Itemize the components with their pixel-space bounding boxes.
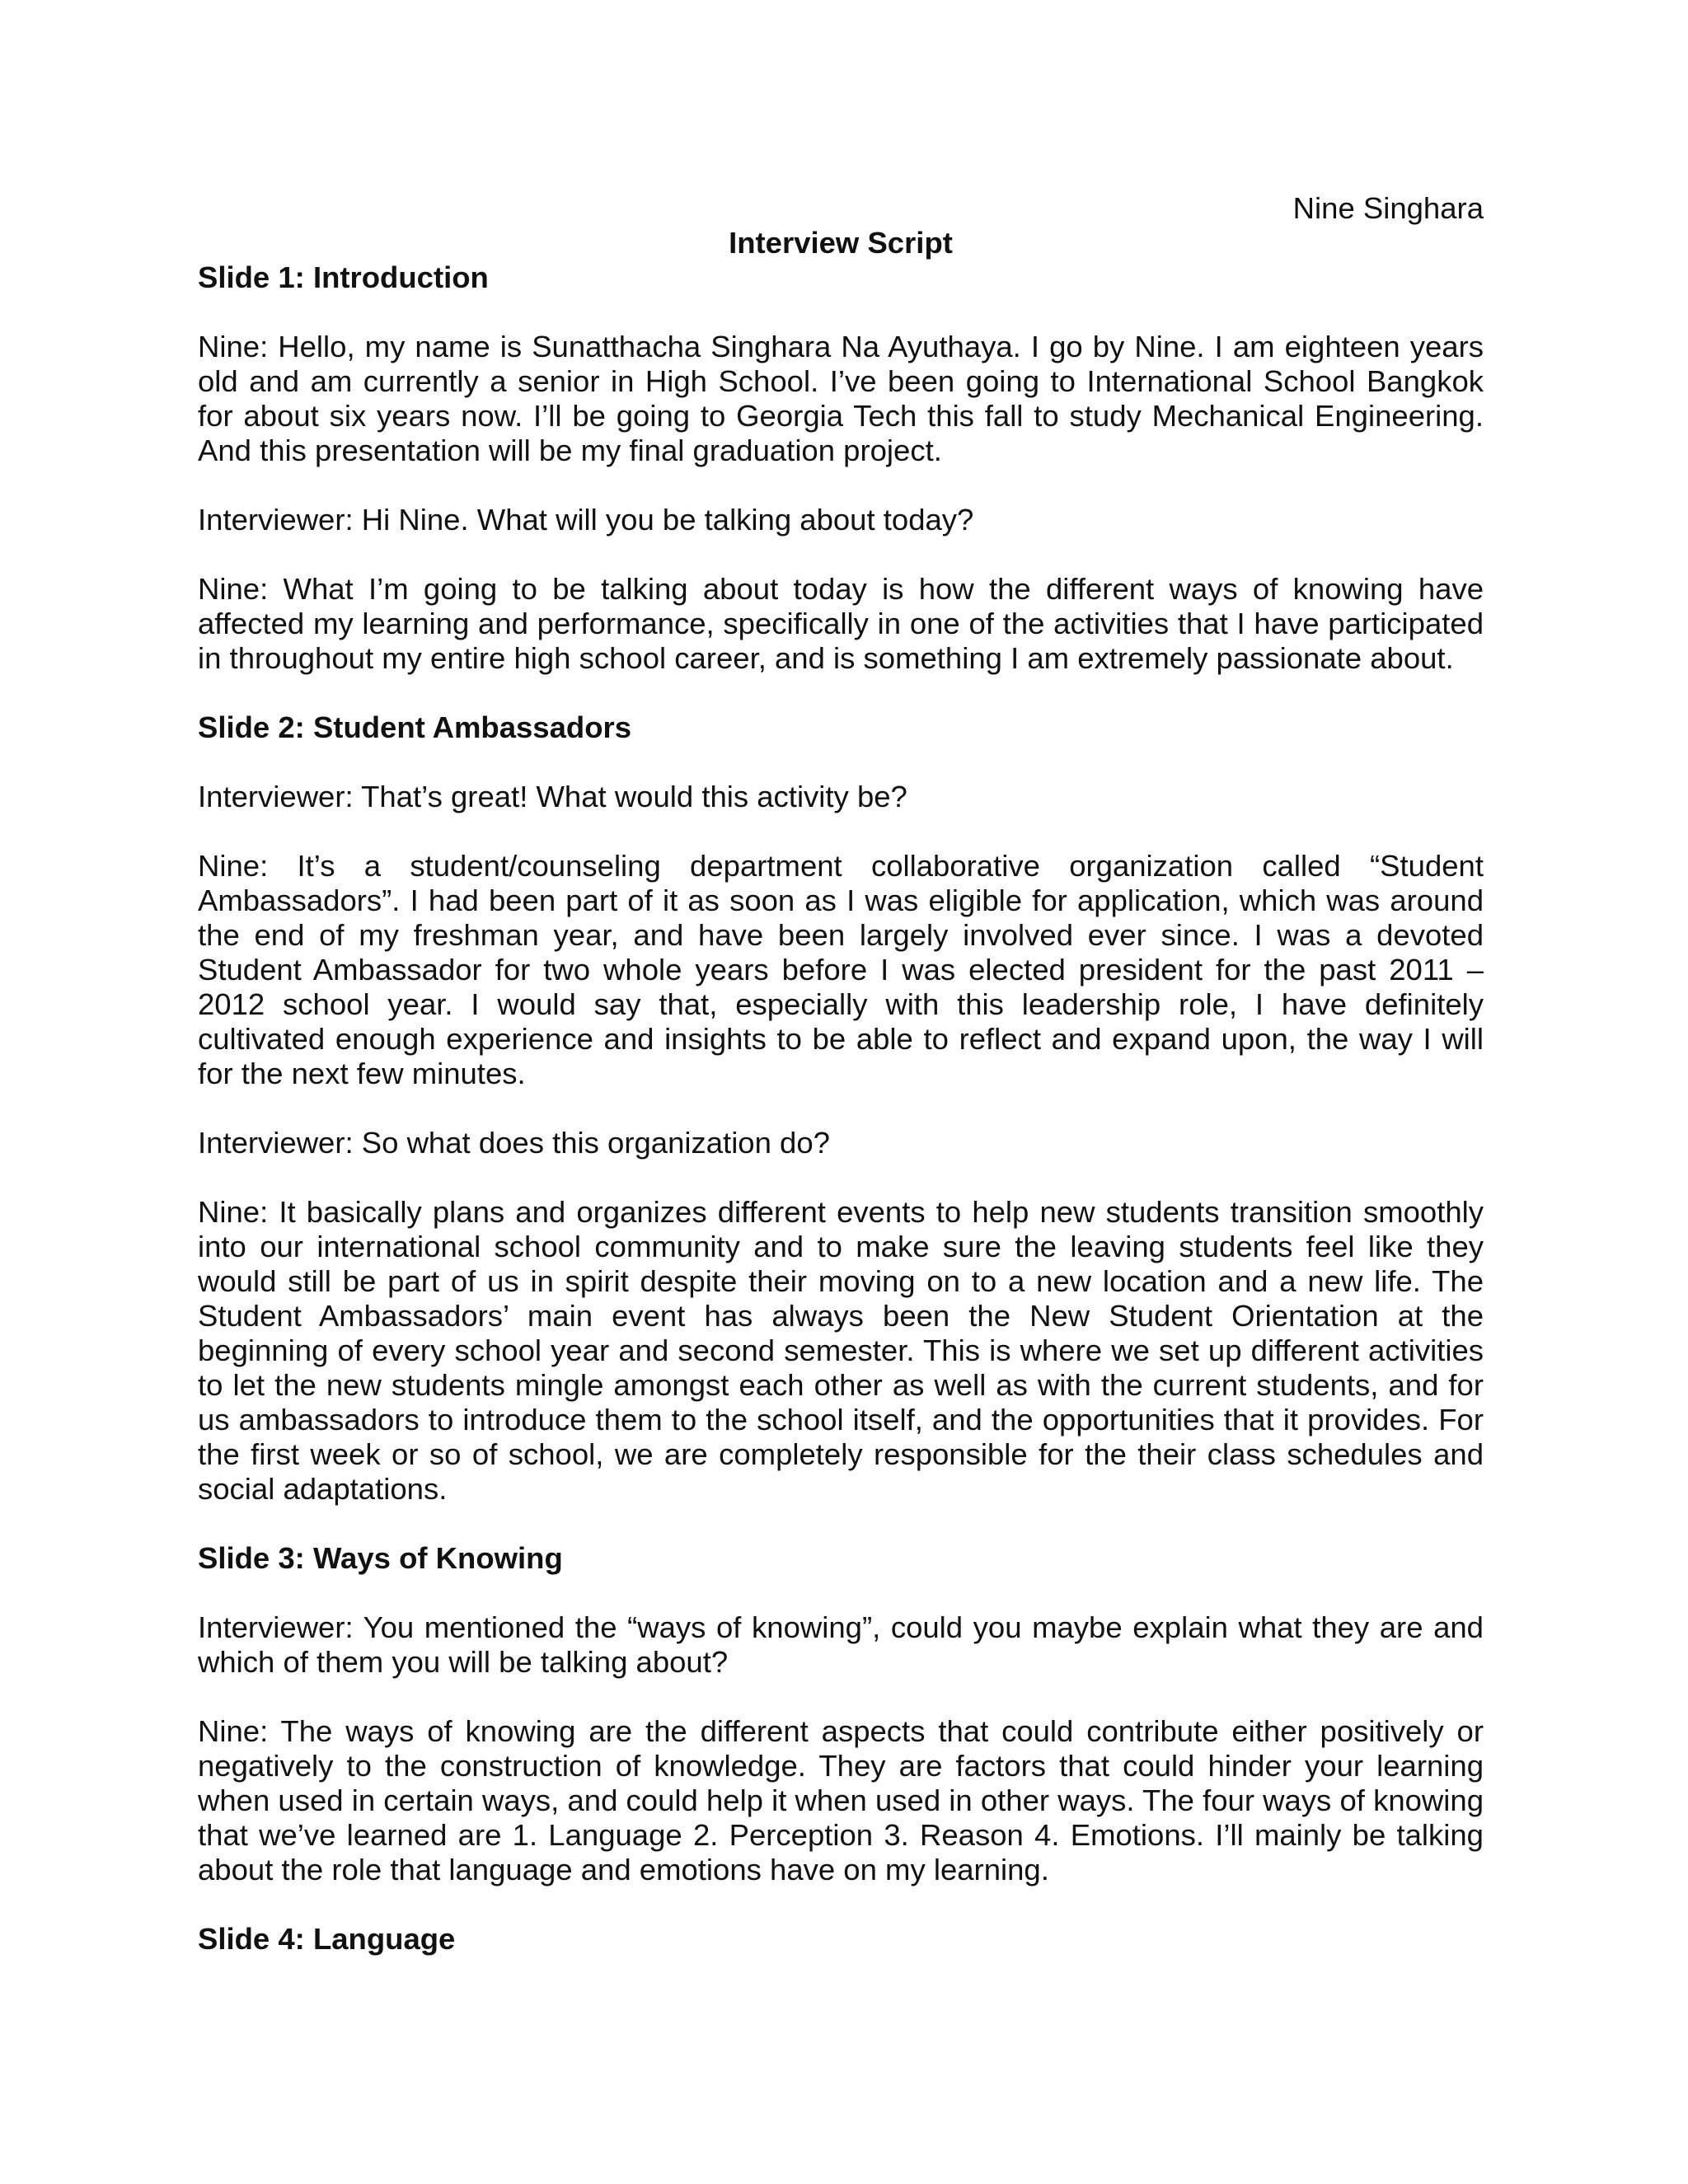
paragraph: Interviewer: Hi Nine. What will you be talking about today?: [198, 503, 974, 537]
author-name: Nine Singhara: [1292, 191, 1484, 225]
document-content: [198, 191, 1484, 1957]
paragraph: Interviewer: So what does this organization do?: [198, 1126, 830, 1160]
paragraph: Nine: Hello, my name is Sunatthacha Singhara Na Ayuthaya. I go by Nine. I am eighteen years old and am currently a senior in High School. I’ve been going to International School Bangkok for about six years now. I’ll be going to Georgia Tech this fall to study Mechanical Engineering. And this presentation will be my final graduation project.: [198, 330, 1484, 467]
section-slide-1: [198, 260, 1484, 710]
paragraph: Nine: The ways of knowing are the different aspects that could contribute either positively or negatively to the construction of knowledge. They are factors that could hinder your learning when used in certain ways, and could help it when used in other ways. The four ways of knowing that we’ve learned are 1. Language 2. Perception 3. Reason 4. Emotions. I’ll mainly be talking about the role that language and emotions have on my learning.: [198, 1714, 1484, 1886]
paragraph: Nine: It’s a student/counseling department collaborative organization called “Student Ambassadors”. I had been part of it as soon as I was eligible for application, which was around the end of my freshman year, and have been largely involved ever since. I was a devoted Student Ambassador for two whole years before I was elected president for the past 2011 – 2012 school year. I would say that, especially with this leadership role, I have definitely cultivated enough experience and insights to be able to reflect and expand upon, the way I will for the next few minutes.: [198, 849, 1484, 1090]
section-heading: Slide 3: Ways of Knowing: [198, 1541, 563, 1575]
section-heading: Slide 1: Introduction: [198, 260, 489, 294]
section-slide-2: [198, 710, 1484, 1541]
section-slide-4: [198, 1922, 1484, 1957]
section-slide-3: [198, 1541, 1484, 1922]
paragraph: Interviewer: That’s great! What would this activity be?: [198, 780, 907, 813]
paragraph: Nine: What I’m going to be talking about today is how the different ways of knowing have affected my learning and performance, specifically in one of the activities that I have participated in throughout my entire high school career, and is something I am extremely passionate about.: [198, 572, 1484, 675]
document-title: Interview Script: [729, 226, 953, 260]
section-heading: Slide 4: Language: [198, 1922, 456, 1956]
section-heading: Slide 2: Student Ambassadors: [198, 710, 631, 744]
paragraph: Interviewer: You mentioned the “ways of knowing”, could you maybe explain what they are and which of them you will be talking about?: [198, 1610, 1484, 1679]
paragraph: Nine: It basically plans and organizes different events to help new students transition smoothly into our international school community and to make sure the leaving students feel like they would still be part of us in spirit despite their moving on to a new location and a new life. The Student Ambassadors’ main event has always been the New Student Orientation at the beginning of every school year and second semester. This is where we set up different activities to let the new students mingle amongst each other as well as with the current students, and for us ambassadors to introduce them to the school itself, and the opportunities that it provides. For the first week or so of school, we are completely responsible for the their class schedules and social adaptations.: [198, 1195, 1484, 1506]
